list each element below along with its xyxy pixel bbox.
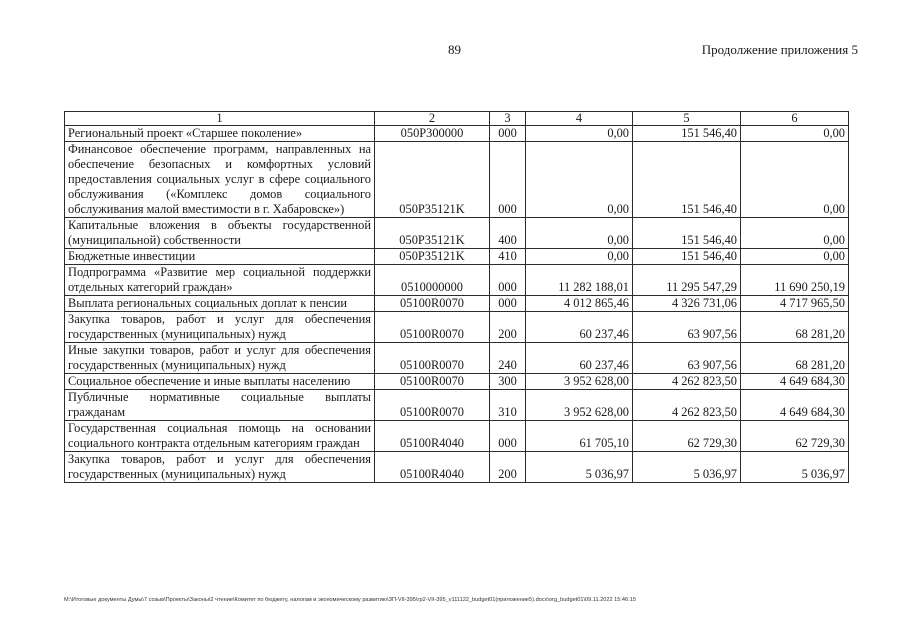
value-col4-cell: 0,00 [526, 142, 633, 218]
value-col5-cell: 11 295 547,29 [633, 265, 741, 296]
value-col5-cell: 151 546,40 [633, 249, 741, 265]
row-name-cell: Закупка товаров, работ и услуг для обеспечения государственных (муниципальных) нужд [65, 452, 375, 483]
value-col6-cell: 0,00 [741, 142, 849, 218]
row-name-cell: Подпрограмма «Развитие мер социальной поддержки отдельных категорий граждан» [65, 265, 375, 296]
table-row [65, 296, 849, 312]
document-path-footer: М:\Итоговые документы Думы\7 созыв\Проекты\Законы\2 чтение\Комитет по бюджету, налогам и экономическому развитию\ЗП-VII-395\гр2-VII-395_v111122_budget01(приложение5).docx\org_budget01\09.11.2022 15:46:15 [64, 597, 636, 603]
row-name-cell: Бюджетные инвестиции [65, 249, 375, 265]
value-col6-cell: 68 281,20 [741, 312, 849, 343]
budget-code-cell: 050P35121K [375, 142, 490, 218]
expense-type-cell: 300 [490, 374, 526, 390]
table-row [65, 126, 849, 142]
value-col6-cell: 4 649 684,30 [741, 390, 849, 421]
budget-code-cell: 050P35121K [375, 218, 490, 249]
value-col5-cell: 4 326 731,06 [633, 296, 741, 312]
column-header: 4 [526, 112, 633, 126]
value-col4-cell: 61 705,10 [526, 421, 633, 452]
value-col4-cell: 5 036,97 [526, 452, 633, 483]
value-col4-cell: 60 237,46 [526, 312, 633, 343]
table-header-row [65, 112, 849, 126]
budget-code-cell: 05100R0070 [375, 374, 490, 390]
value-col5-cell: 5 036,97 [633, 452, 741, 483]
expense-type-cell: 400 [490, 218, 526, 249]
expense-type-cell: 000 [490, 265, 526, 296]
expense-type-cell: 000 [490, 421, 526, 452]
value-col4-cell: 4 012 865,46 [526, 296, 633, 312]
expense-type-cell: 200 [490, 452, 526, 483]
value-col5-cell: 4 262 823,50 [633, 374, 741, 390]
table-row [65, 421, 849, 452]
value-col6-cell: 0,00 [741, 249, 849, 265]
value-col6-cell: 0,00 [741, 218, 849, 249]
table-row [65, 312, 849, 343]
table-row [65, 390, 849, 421]
budget-table [64, 111, 849, 483]
budget-code-cell: 05100R0070 [375, 296, 490, 312]
value-col5-cell: 63 907,56 [633, 343, 741, 374]
value-col4-cell: 0,00 [526, 126, 633, 142]
expense-type-cell: 410 [490, 249, 526, 265]
value-col5-cell: 4 262 823,50 [633, 390, 741, 421]
value-col6-cell: 68 281,20 [741, 343, 849, 374]
table-row [65, 249, 849, 265]
expense-type-cell: 240 [490, 343, 526, 374]
row-name-cell: Региональный проект «Старшее поколение» [65, 126, 375, 142]
page-number: 89 [448, 42, 461, 57]
row-name-cell: Государственная социальная помощь на основании социального контракта отдельным категориям граждан [65, 421, 375, 452]
value-col4-cell: 60 237,46 [526, 343, 633, 374]
value-col4-cell: 3 952 628,00 [526, 374, 633, 390]
expense-type-cell: 310 [490, 390, 526, 421]
table-row [65, 142, 849, 218]
table-row [65, 343, 849, 374]
budget-code-cell: 05100R4040 [375, 452, 490, 483]
row-name-cell: Выплата региональных социальных доплат к пенсии [65, 296, 375, 312]
budget-code-cell: 0510000000 [375, 265, 490, 296]
budget-code-cell: 050P300000 [375, 126, 490, 142]
row-name-cell: Социальное обеспечение и иные выплаты населению [65, 374, 375, 390]
value-col6-cell: 4 717 965,50 [741, 296, 849, 312]
column-header: 5 [633, 112, 741, 126]
value-col6-cell: 0,00 [741, 126, 849, 142]
expense-type-cell: 200 [490, 312, 526, 343]
budget-code-cell: 050P35121K [375, 249, 490, 265]
expense-type-cell: 000 [490, 296, 526, 312]
value-col5-cell: 151 546,40 [633, 142, 741, 218]
row-name-cell: Закупка товаров, работ и услуг для обеспечения государственных (муниципальных) нужд [65, 312, 375, 343]
table-row [65, 452, 849, 483]
appendix-continuation-note: Продолжение приложения 5 [701, 42, 858, 57]
row-name-cell: Капитальные вложения в объекты государственной (муниципальной) собственности [65, 218, 375, 249]
value-col5-cell: 62 729,30 [633, 421, 741, 452]
value-col4-cell: 3 952 628,00 [526, 390, 633, 421]
expense-type-cell: 000 [490, 126, 526, 142]
table-row [65, 374, 849, 390]
value-col5-cell: 151 546,40 [633, 218, 741, 249]
budget-code-cell: 05100R0070 [375, 390, 490, 421]
table-row [65, 218, 849, 249]
expense-type-cell: 000 [490, 142, 526, 218]
column-header: 1 [65, 112, 375, 126]
row-name-cell: Публичные нормативные социальные выплаты гражданам [65, 390, 375, 421]
budget-code-cell: 05100R4040 [375, 421, 490, 452]
value-col5-cell: 63 907,56 [633, 312, 741, 343]
table-row [65, 265, 849, 296]
budget-code-cell: 05100R0070 [375, 343, 490, 374]
column-header: 6 [741, 112, 849, 126]
budget-code-cell: 05100R0070 [375, 312, 490, 343]
value-col6-cell: 4 649 684,30 [741, 374, 849, 390]
column-header: 3 [490, 112, 526, 126]
value-col6-cell: 62 729,30 [741, 421, 849, 452]
value-col5-cell: 151 546,40 [633, 126, 741, 142]
value-col4-cell: 0,00 [526, 249, 633, 265]
value-col6-cell: 5 036,97 [741, 452, 849, 483]
row-name-cell: Финансовое обеспечение программ, направленных на обеспечение безопасных и комфортных условий предоставления социальных услуг в сфере социального обслуживания («Комплекс домов социального обслуживания малой вместимости в г. Хабаровске») [65, 142, 375, 218]
row-name-cell: Иные закупки товаров, работ и услуг для обеспечения государственных (муниципальных) нужд [65, 343, 375, 374]
column-header: 2 [375, 112, 490, 126]
value-col4-cell: 11 282 188,01 [526, 265, 633, 296]
value-col6-cell: 11 690 250,19 [741, 265, 849, 296]
value-col4-cell: 0,00 [526, 218, 633, 249]
